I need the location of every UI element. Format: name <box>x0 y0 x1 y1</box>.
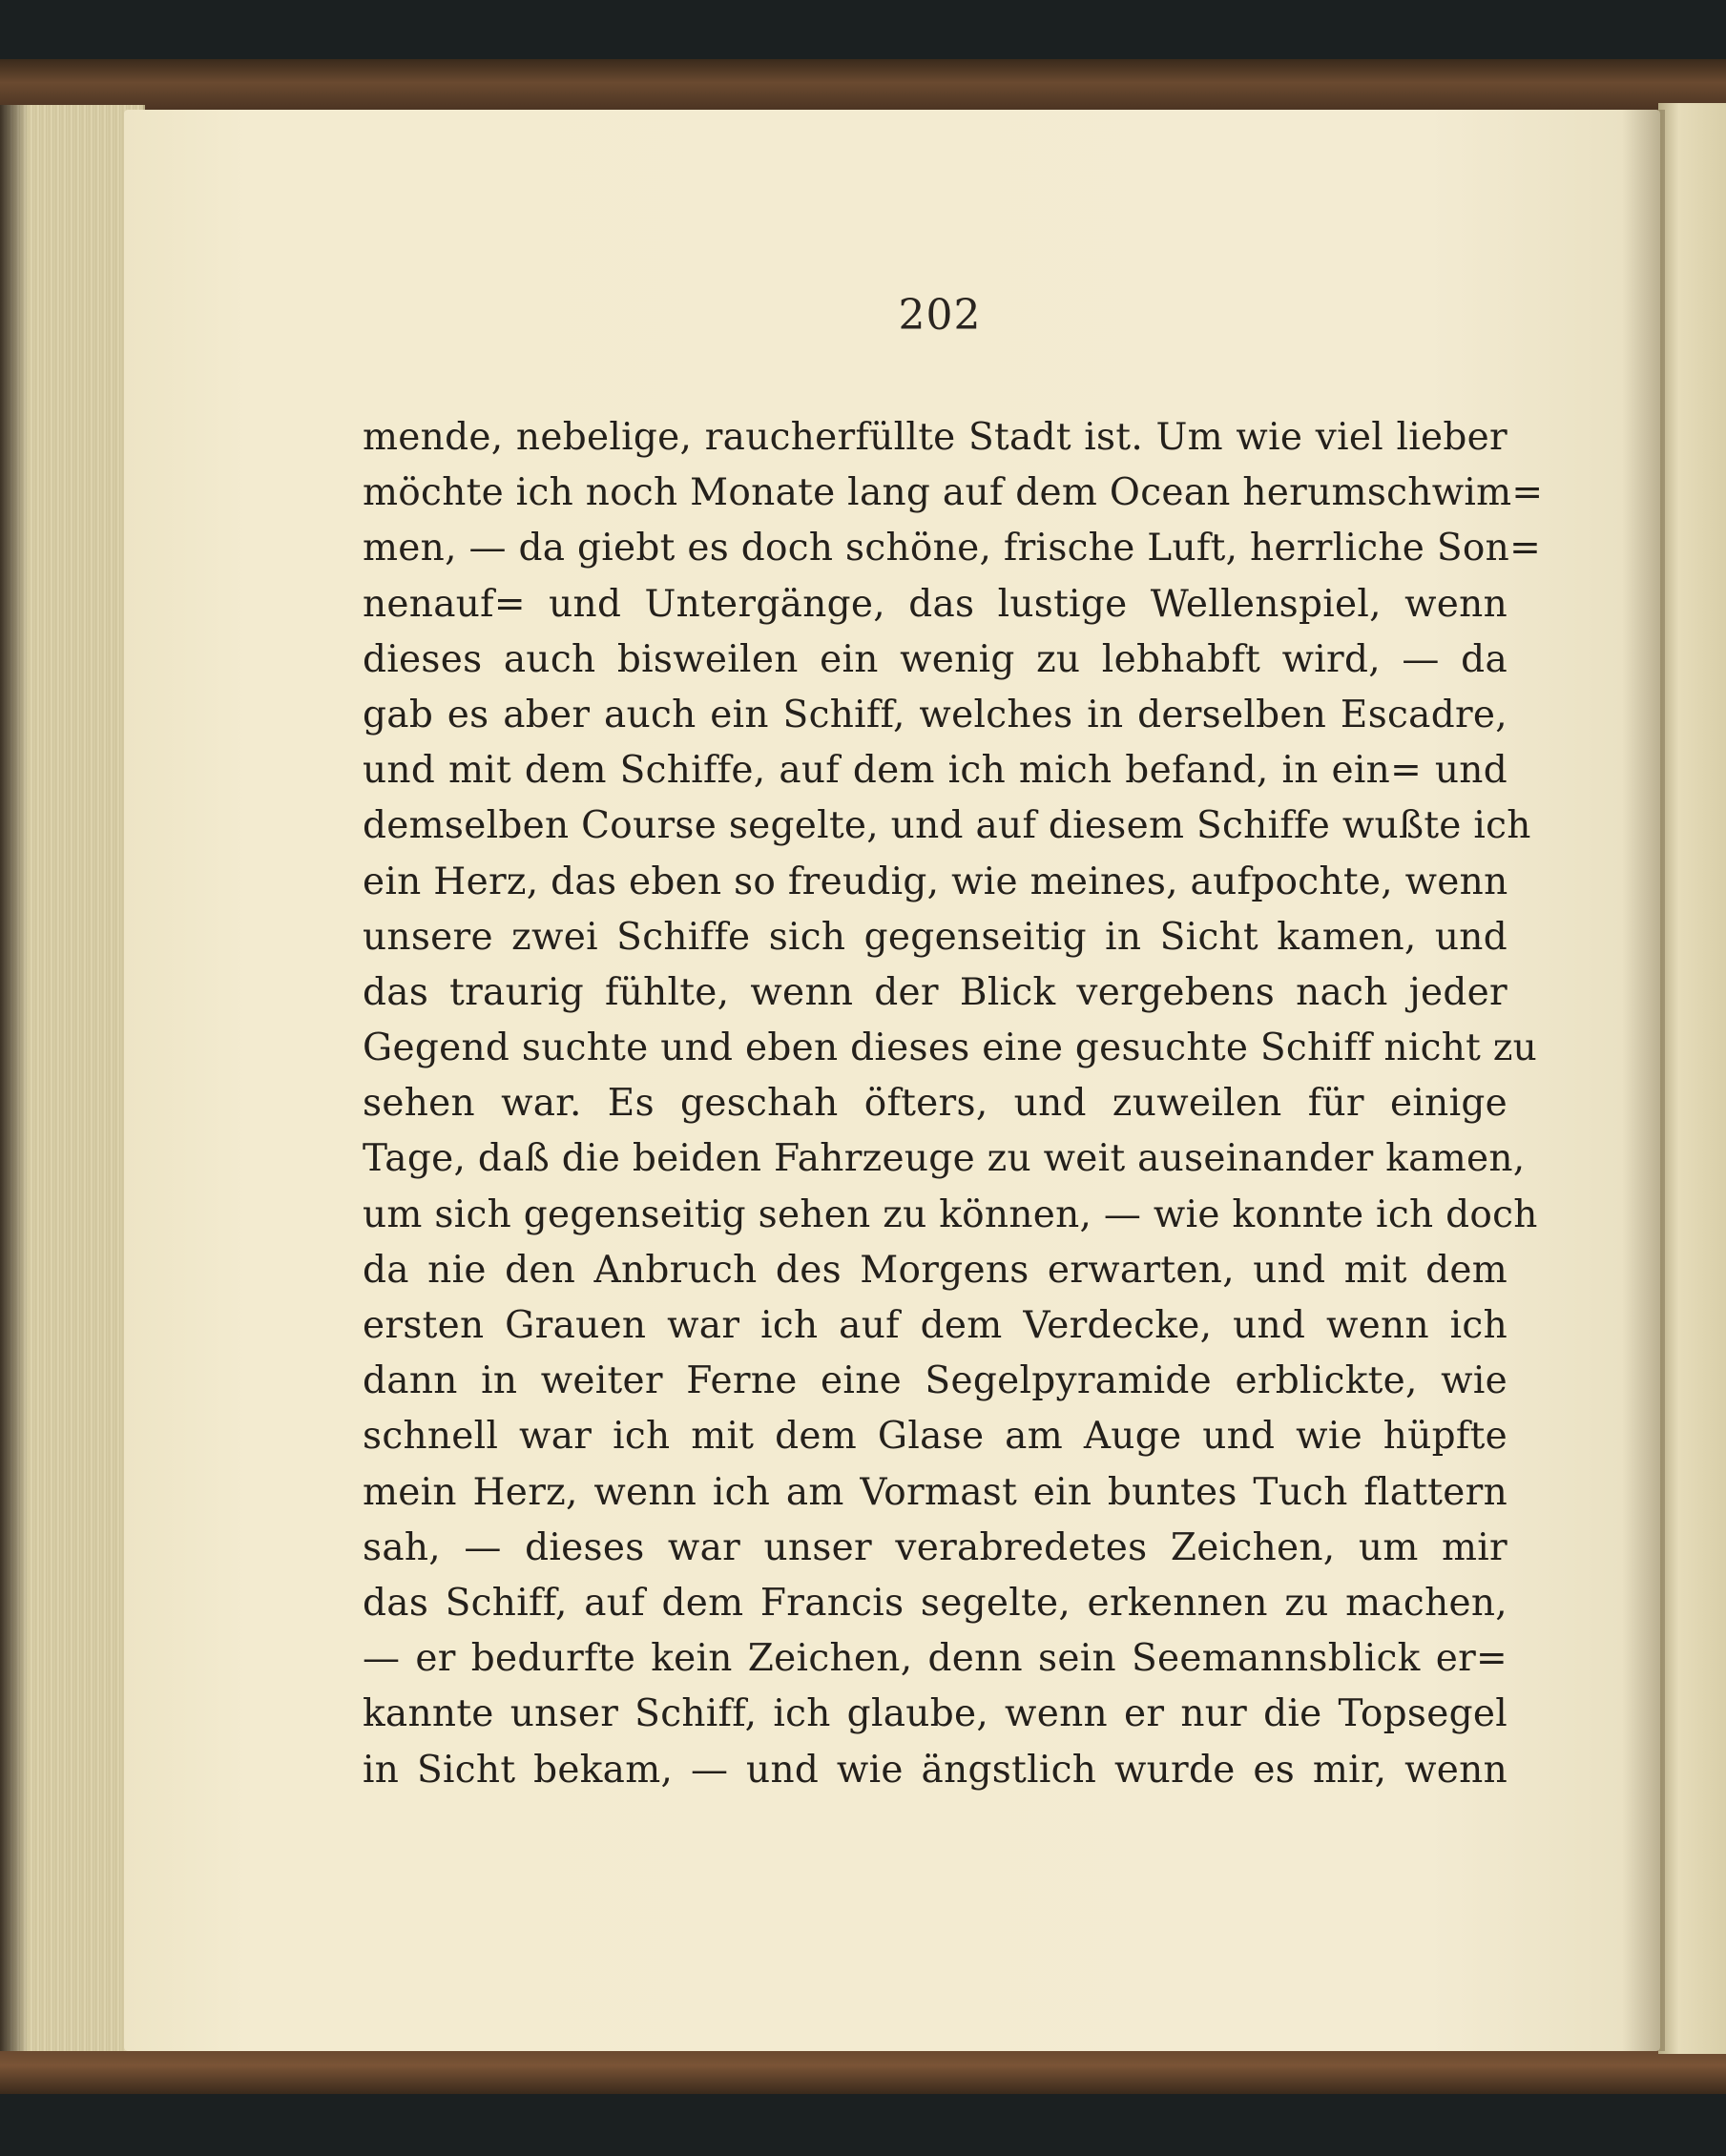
text-line: men, — da giebt es doch schöne, frische Luft, herrliche Son= <box>363 527 1542 570</box>
text-line: ersten Grauen war ich auf dem Verdecke, und wenn ich <box>363 1304 1508 1347</box>
text-line: kannte unser Schiff, ich glaube, wenn er nur die Topsegel <box>363 1692 1508 1736</box>
text-line: gab es aber auch ein Schiff, welches in derselben Escadre, <box>363 693 1508 736</box>
text-line: Tage, daß die beiden Fahrzeuge zu weit auseinander kamen, <box>363 1137 1526 1181</box>
text-line: das traurig fühlte, wenn der Blick vergebens nach jeder <box>363 970 1508 1014</box>
gutter-shadow <box>1622 110 1665 2051</box>
text-line: mende, nebelige, raucherfüllte Stadt ist. Um wie viel lieber <box>363 416 1508 459</box>
text-line: da nie den Anbruch des Morgens erwarten, und mit dem <box>363 1248 1508 1292</box>
text-line: dann in weiter Ferne eine Segelpyramide erblickte, wie <box>363 1359 1508 1403</box>
page-number: 202 <box>898 291 982 340</box>
text-line: schnell war ich mit dem Glase am Auge und wie hüpfte <box>363 1415 1508 1459</box>
text-line: mein Herz, wenn ich am Vormast ein buntes Tuch flattern <box>363 1470 1508 1514</box>
text-line: unsere zwei Schiffe sich gegenseitig in Sicht kamen, und <box>363 915 1508 959</box>
text-line: sah, — dieses war unser verabredetes Zeichen, um mir <box>363 1525 1508 1569</box>
text-line: — er bedurfte kein Zeichen, denn sein Seemannsblick er= <box>363 1637 1508 1681</box>
page-edges-shadow <box>0 105 29 2051</box>
text-line: um sich gegenseitig sehen zu können, — wie konnte ich doch <box>363 1192 1538 1236</box>
facing-page-edge <box>1658 103 1726 2054</box>
text-line: das Schiff, auf dem Francis segelte, erkennen zu machen, <box>363 1581 1508 1625</box>
text-line: möchte ich noch Monate lang auf dem Ocean herumschwim= <box>363 471 1544 515</box>
text-line: dieses auch bisweilen ein wenig zu lebhabft wird, — da <box>363 637 1508 681</box>
text-line: ein Herz, das eben so freudig, wie meines, aufpochte, wenn <box>363 860 1508 903</box>
text-line: sehen war. Es geschah öfters, und zuweilen für einige <box>363 1082 1508 1126</box>
text-line: Gegend suchte und eben dieses eine gesuchte Schiff nicht zu <box>363 1026 1538 1070</box>
text-line: nenauf= und Untergänge, das lustige Wellenspiel, wenn <box>363 582 1508 626</box>
text-line: und mit dem Schiffe, auf dem ich mich befand, in ein= und <box>363 749 1508 793</box>
text-line: demselben Course segelte, und auf diesem Schiffe wußte ich <box>363 804 1531 848</box>
text-line: in Sicht bekam, — und wie ängstlich wurde es mir, wenn <box>363 1748 1508 1792</box>
binding-top <box>0 59 1726 112</box>
page-body-text <box>363 410 1544 1798</box>
